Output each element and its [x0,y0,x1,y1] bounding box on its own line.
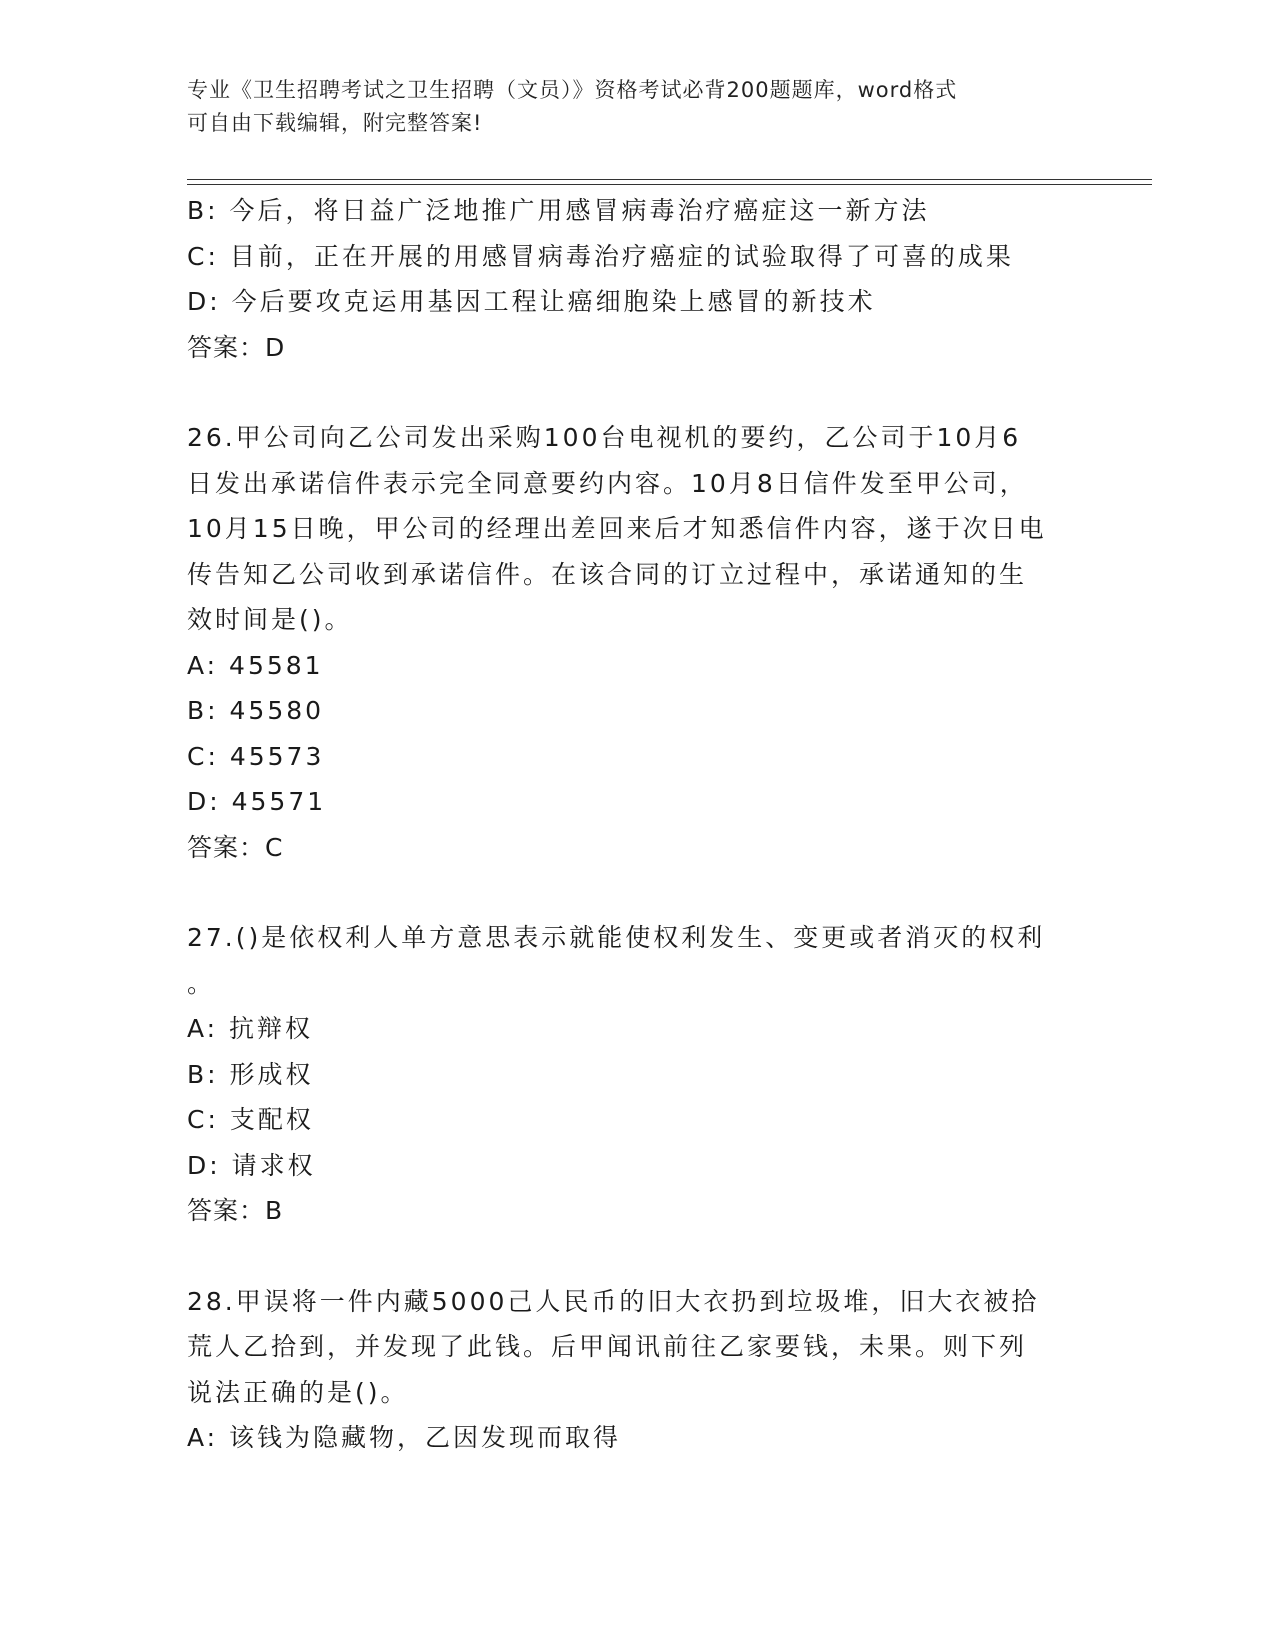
option-b: B: 45580 [187,696,325,725]
question-stem-line: 传告知乙公司收到承诺信件。在该合同的订立过程中，承诺通知的生 [187,559,1028,589]
question-26 [187,415,1087,870]
header-divider-bottom [187,184,1152,185]
header-line-2: 可自由下载编辑，附完整答案! [187,111,483,135]
option-b: B: 形成权 [187,1059,314,1089]
option-c: C: 45573 [187,741,325,771]
question-stem-line: 。 [187,968,216,998]
answer: 答案：D [187,332,286,362]
question-27 [187,915,1087,1234]
question-stem-line: 26.甲公司向乙公司发出采购100台电视机的要约，乙公司于10月6 [187,423,1022,452]
header-divider-top [187,179,1152,180]
question-stem-line: 日发出承诺信件表示完全同意要约内容。10月8日信件发至甲公司， [187,468,1028,498]
question-stem-line: 27.()是依权利人单方意思表示就能使权利发生、变更或者消灭的权利 [187,923,1046,952]
question-stem-line: 荒人乙拾到，并发现了此钱。后甲闻讯前往乙家要钱，未果。则下列 [187,1332,1028,1361]
spacer [187,1234,1087,1279]
question-stem-line: 效时间是()。 [187,605,353,634]
spacer [187,370,1087,415]
question-25-continued [187,188,1087,370]
answer: 答案：B [187,1196,284,1225]
question-stem-line: 10月15日晚，甲公司的经理出差回来后才知悉信件内容，遂于次日电 [187,514,1047,543]
option-d: D: 45571 [187,787,327,816]
header-line-1: 专业《卫生招聘考试之卫生招聘（文员）》资格考试必背200题题库，word格式 [187,78,958,102]
question-28 [187,1279,1087,1461]
option-a: A: 抗辩权 [187,1014,314,1043]
document-body [187,188,1087,1461]
document-header [187,74,1087,140]
spacer [187,870,1087,915]
option-a: A: 45581 [187,650,324,680]
option-a: A: 该钱为隐藏物，乙因发现而取得 [187,1423,622,1452]
answer: 答案：C [187,832,284,862]
question-stem-line: 28.甲误将一件内藏5000己人民币的旧大衣扔到垃圾堆，旧大衣被拾 [187,1286,1040,1316]
option-d: D: 今后要攻克运用基因工程让癌细胞染上感冒的新技术 [187,287,876,316]
option-b: B: 今后，将日益广泛地推广用感冒病毒治疗癌症这一新方法 [187,196,930,225]
option-c: C: 目前，正在开展的用感冒病毒治疗癌症的试验取得了可喜的成果 [187,241,1014,271]
option-c: C: 支配权 [187,1105,314,1134]
option-d: D: 请求权 [187,1150,316,1180]
question-stem-line: 说法正确的是()。 [187,1377,409,1407]
